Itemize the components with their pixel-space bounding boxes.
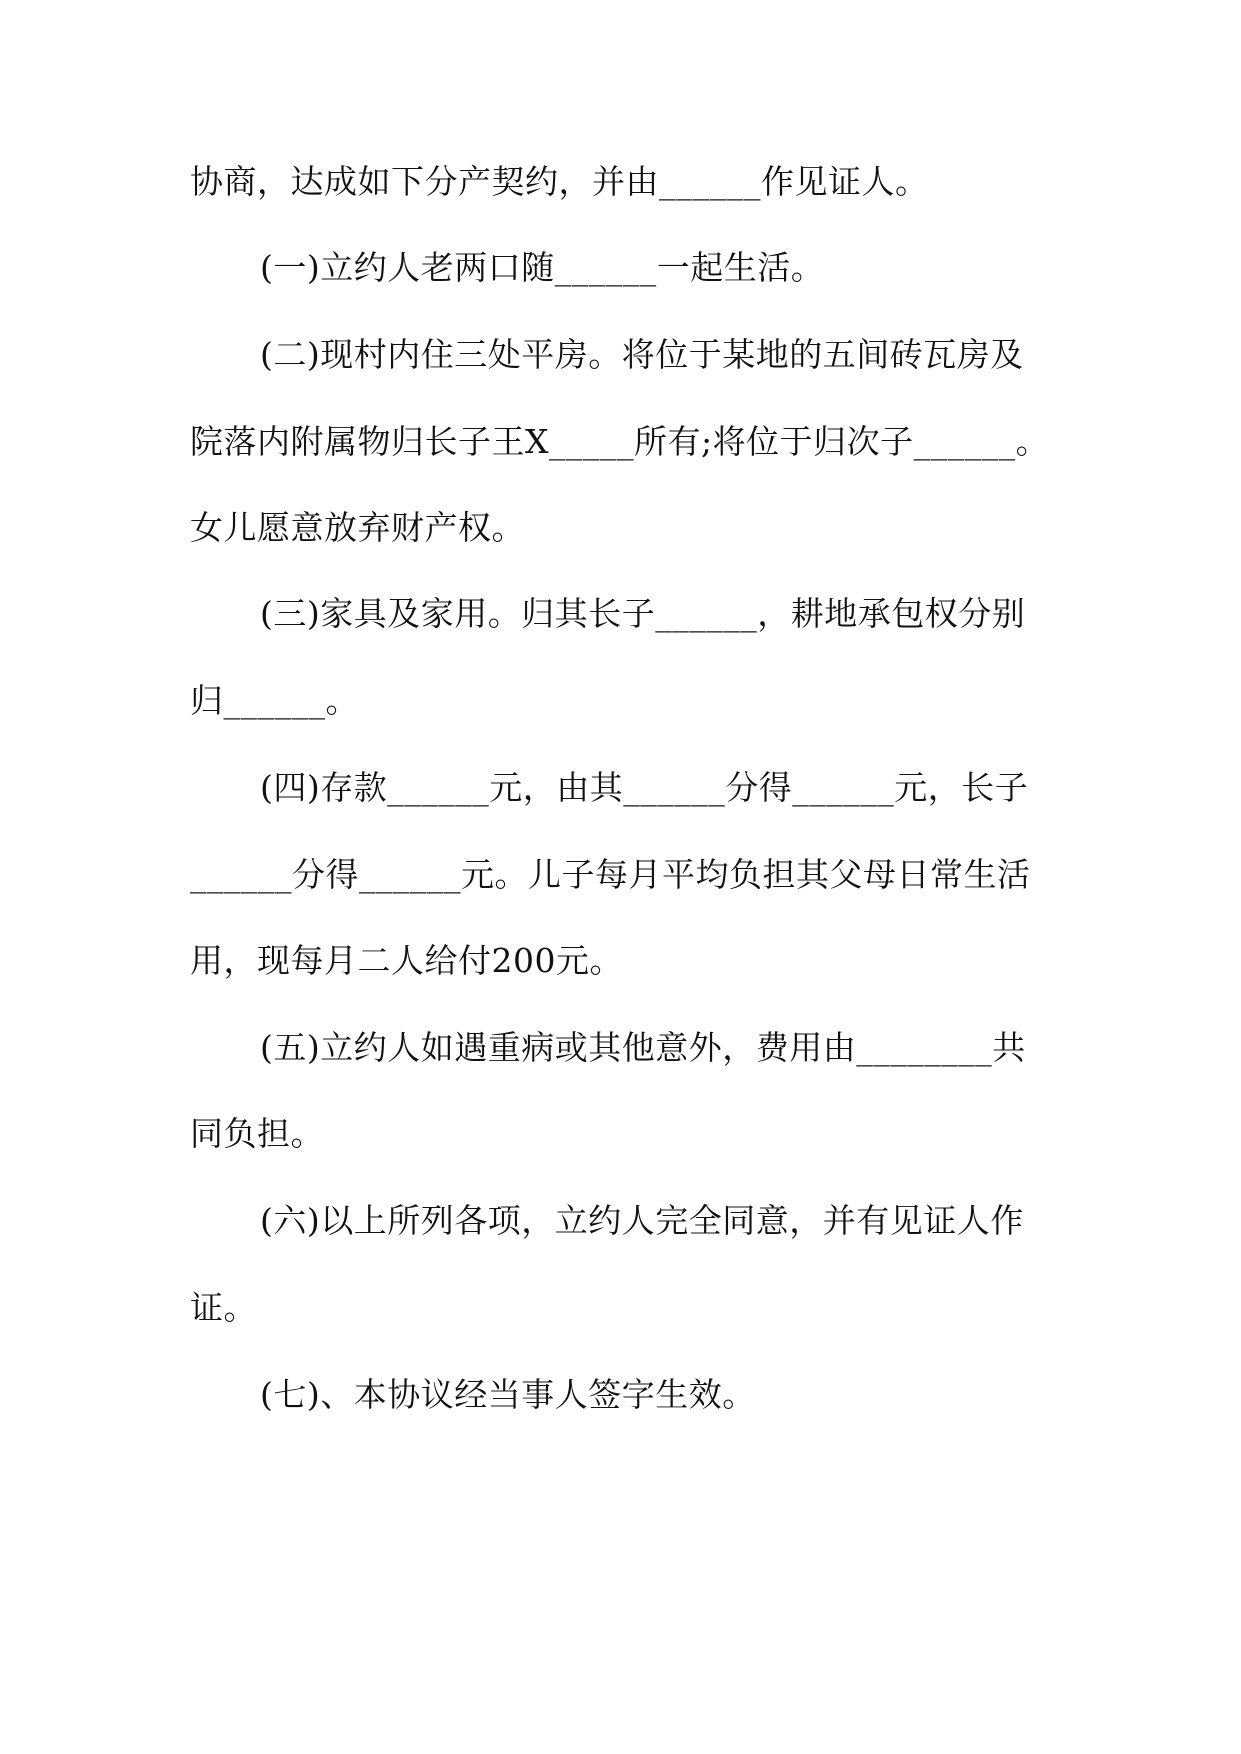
clause-7-line-1: (七)、本协议经当事人签字生效。 <box>260 1375 756 1414</box>
clause-6-line-1: (六)以上所列各项，立约人完全同意，并有见证人作 <box>260 1201 1024 1240</box>
clause-3-line-2: 归______。 <box>190 681 359 720</box>
clause-2-line-1: (二)现村内住三处平房。将位于某地的五间砖瓦房及 <box>260 335 1024 374</box>
clause-2-line-2: 院落内附属物归长子王X_____所有;将位于归次子______。 <box>190 422 1050 461</box>
clause-5-line-1: (五)立约人如遇重病或其他意外，费用由________共 <box>260 1028 1026 1067</box>
clause-6-line-2: 证。 <box>190 1288 257 1327</box>
clause-5-line-2: 同负担。 <box>190 1114 324 1153</box>
clause-4-line-1: (四)存款______元，由其______分得______元，长子 <box>260 768 1029 807</box>
clause-4-line-2: ______分得______元。儿子每月平均负担其父母日常生活 <box>190 855 1031 894</box>
paragraph-intro-line-1: 协商，达成如下分产契约，并由______作见证人。 <box>190 162 929 201</box>
clause-4-line-3: 用，现每月二人给付200元。 <box>190 941 623 980</box>
clause-3-line-1: (三)家具及家用。归其长子______，耕地承包权分别 <box>260 594 1026 633</box>
clause-2-line-3: 女儿愿意放弃财产权。 <box>190 508 525 547</box>
clause-1-line-1: (一)立约人老两口随______一起生活。 <box>260 248 825 287</box>
